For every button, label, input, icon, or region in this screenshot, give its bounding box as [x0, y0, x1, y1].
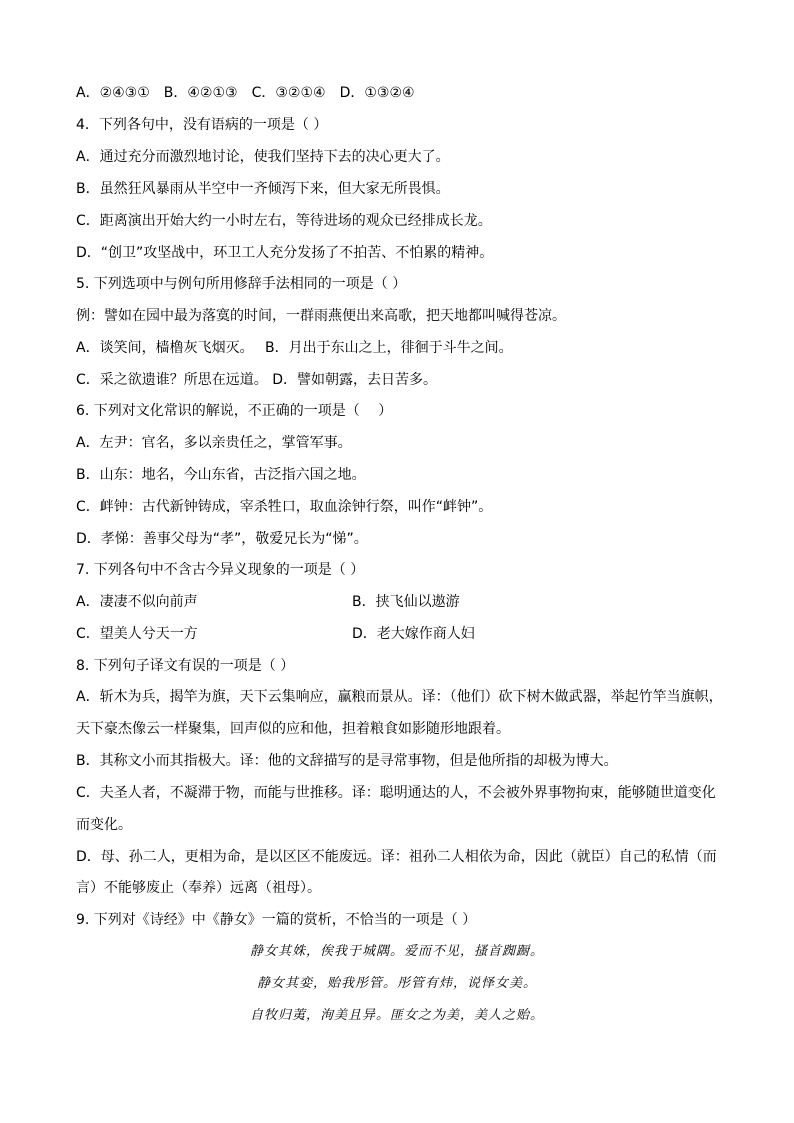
q8-option-c-cont: 而变化。: [76, 817, 132, 833]
q4-option-a: A．通过充分而激烈地讨论，使我们坚持下去的决心更大了。: [76, 149, 450, 165]
q7-stem: 7. 下列各句中不含古今异义现象的一项是（ ）: [76, 562, 365, 578]
q7-option-d: D．老大嫁作商人妇: [352, 626, 475, 642]
q4-option-b: B．虽然狂风暴雨从半空中一齐倾泻下来，但大家无所畏惧。: [76, 181, 450, 197]
q5-stem: 5. 下列选项中与例句所用修辞手法相同的一项是（ ）: [76, 276, 407, 292]
q6-stem: 6. 下列对文化常识的解说，不正确的一项是（ ）: [76, 403, 393, 419]
q8-option-d: D．母、孙二人，更相为命，是以区区不能废远。译：祖孙二人相依为命，因此（就臣）自己的私情（而: [76, 849, 717, 865]
q8-option-a-cont: 天下豪杰像云一样聚集，回声似的应和他，担着粮食如影随形地跟着。: [76, 721, 510, 737]
q4-option-c: C．距离演出开始大约一小时左右，等待进场的观众已经排成长龙。: [76, 213, 492, 229]
q8-option-a: A．斩木为兵，揭竿为旗，天下云集响应，赢粮而景从。译：（他们）砍下树木做武器，举起竹竿当旗帜，: [76, 689, 723, 705]
q7-option-b: B．挟飞仙以遨游: [352, 594, 460, 610]
q6-option-b: B．山东：地名，今山东省，古泛指六国之地。: [76, 467, 366, 483]
q6-option-c: C．衅钟：古代新钟铸成，宰杀牲口，取血涂钟行祭，叫作“衅钟”。: [76, 499, 493, 515]
q9-stem: 9. 下列对《诗经》中《静女》一篇的赏析，不恰当的一项是（ ）: [76, 912, 477, 928]
q6-option-d: D．孝悌：善事父母为“孝”，敬爱兄长为“悌”。: [76, 531, 368, 547]
q8-stem: 8. 下列句子译文有误的一项是（ ）: [76, 658, 295, 674]
q8-option-b: B．其称文小而其指极大。译：他的文辞描写的是寻常事物，但是他所指的却极为博大。: [76, 753, 618, 769]
q7-option-a: A．凄凄不似向前声: [76, 594, 198, 610]
q6-option-a: A．左尹：官名，多以亲贵任之，掌管军事。: [76, 435, 352, 451]
q5-example: 例：譬如在园中最为落寞的时间，一群雨燕便出来高歌，把天地都叫喊得苍凉。: [76, 308, 566, 324]
poem-line-3: 自牧归荑，洵美且异。匪女之为美，美人之贻。: [249, 1008, 544, 1023]
poem-line-2: 静女其娈，贻我彤管。彤管有炜，说怿女美。: [256, 976, 537, 991]
q7-option-c: C．望美人兮天一方: [76, 626, 198, 642]
q8-option-d-cont: 言）不能够废止（奉养）远离（祖母）。: [76, 880, 321, 896]
q4-option-d: D．“创卫”攻坚战中，环卫工人充分发扬了不拍苦、不怕累的精神。: [76, 245, 494, 261]
q5-options-ab: A．谈笑间，樯橹灰飞烟灭。 B．月出于东山之上，徘徊于斗牛之间。: [76, 340, 513, 356]
q8-option-c: C．夫圣人者，不凝滞于物，而能与世推移。译：聪明通达的人，不会被外界事物拘束，能够随世道变化: [76, 785, 716, 801]
q5-options-cd: C．采之欲遗谁？所思在远道。 D．譬如朝露，去日苦多。: [76, 372, 438, 388]
q4-stem: 4．下列各句中，没有语病的一项是（ ）: [76, 117, 328, 133]
poem-line-1: 静女其姝，俟我于城隅。爱而不见，搔首踟蹰。: [249, 944, 544, 959]
q3-options: A．②④③① B．④②①③ C．③②①④ D．①③②④: [76, 85, 415, 101]
